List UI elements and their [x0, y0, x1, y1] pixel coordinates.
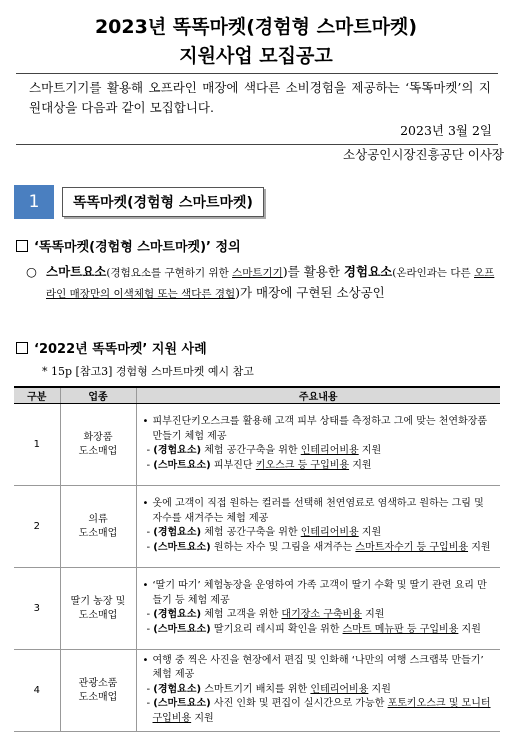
smart-suffix: 지원 [349, 459, 372, 471]
experience-label: (경험요소) [153, 609, 202, 620]
experience-text: 체험 공간구축을 위한 [201, 445, 301, 456]
bullet-dot-icon: • [142, 498, 149, 509]
smart-text: 딸기요리 레시피 확인을 위한 [210, 623, 343, 635]
case-description: ‘딸기 따기’ 체험농장을 운영하여 가족 고객이 딸기 수확 및 딸기 관련 요리 만들기 등 체험 제공 [152, 580, 487, 606]
industry-line1: 의류 [88, 513, 108, 525]
experience-cost: 대기장소 구축비용 [281, 609, 362, 620]
smart-text: 원하는 자수 및 그림을 새겨주는 [210, 541, 356, 553]
smart-line: - (스마트요소) 피부진단 키오스크 등 구입비용 지원 [146, 459, 372, 471]
experience-line: - (경험요소) 스마트기기 배치를 위한 인테리어비용 지원 [146, 683, 391, 695]
smart-cost: 포토키오스크 및 모니터 구입비용 [152, 698, 491, 724]
def-part1: 스마트요소 [46, 264, 107, 279]
section-number: 1 [14, 185, 54, 219]
industry-line1: 관광소품 [78, 677, 118, 689]
column-header: 주요내용 [136, 387, 500, 404]
section-header [14, 185, 264, 219]
experience-label: (경험요소) [153, 445, 202, 456]
industry-line2: 도소매업 [78, 609, 118, 621]
industry-line1: 딸기 농장 및 [70, 595, 126, 607]
table-row [14, 650, 500, 732]
smart-suffix: 지원 [468, 541, 491, 553]
industry-cell [60, 650, 136, 732]
experience-label: (경험요소) [153, 527, 202, 538]
content-cell [136, 486, 500, 568]
circle-bullet-icon: ○ [26, 264, 37, 279]
experience-suffix: 지원 [358, 527, 382, 538]
smart-text: 사진 인화 및 편집이 실시간으로 가능한 [210, 698, 388, 710]
table-row [14, 486, 500, 568]
smart-suffix: 지원 [458, 623, 481, 635]
column-header: 구분 [14, 387, 60, 404]
content-cell [136, 404, 500, 486]
smart-cost: 키오스크 등 구입비용 [255, 459, 350, 471]
def-part5: 경험요소 [343, 264, 393, 279]
intro-text: 스마트기기를 활용해 오프라인 매장에 색다른 소비경험을 제공하는 ‘똑똑마켓’의 지원대상을 다음과 같이 모집합니다. [29, 80, 491, 115]
row-number: 2 [14, 486, 60, 568]
def-part6: (온라인과는 다른 [392, 267, 475, 279]
experience-cost: 인테리어비용 [300, 527, 359, 538]
def-part4: )를 활용한 [282, 264, 344, 279]
cases-heading-text: ‘2022년 똑똑마켓’ 지원 사례 [34, 342, 207, 357]
table-row [14, 568, 500, 650]
case-description: 옷에 고객이 직접 원하는 컬러를 선택해 천연염료로 염색하고 원하는 그림 및 자수를 새겨주는 체험 제공 [152, 498, 484, 524]
experience-line: - (경험요소) 체험 고객을 위한 대기장소 구축비용 지원 [146, 609, 385, 620]
smart-cost: 스마트 메뉴판 등 구입비용 [342, 623, 459, 635]
experience-suffix: 지원 [358, 445, 382, 456]
definition-heading [16, 236, 241, 255]
smart-line: - (스마트요소) 딸기요리 레시피 확인을 위한 스마트 메뉴판 등 구입비용 지원 [146, 623, 481, 635]
experience-cost: 인테리어비용 [310, 683, 369, 695]
experience-cost: 인테리어비용 [300, 445, 359, 456]
experience-line: - (경험요소) 체험 공간구축을 위한 인테리어비용 지원 [146, 527, 382, 538]
def-part3: 스마트기기 [232, 267, 283, 279]
smart-label: (스마트요소) [153, 698, 211, 710]
smart-text: 피부진단 [210, 459, 256, 471]
industry-cell [60, 486, 136, 568]
smart-label: (스마트요소) [153, 459, 211, 471]
definition-heading-text: ‘똑똑마켓(경험형 스마트마켓)’ 정의 [34, 240, 241, 255]
announcement-date: 2023년 3월 2일 [400, 123, 492, 138]
experience-text: 스마트기기 배치를 위한 [201, 683, 311, 695]
reference-note: * 15p [참고3] 경험형 스마트마켓 예시 참고 [42, 365, 254, 378]
section-title: 똑똑마켓(경험형 스마트마켓) [62, 187, 264, 217]
smart-cost: 스마트자수기 등 구입비용 [355, 541, 469, 553]
industry-line2: 도소매업 [78, 527, 118, 539]
definition-bullet [26, 262, 500, 304]
cases-heading [16, 338, 207, 357]
smart-line: - (스마트요소) 사진 인화 및 편집이 실시간으로 가능한 포토키오스크 및 모니터 구입비용 지원 [146, 698, 491, 724]
row-number: 4 [14, 650, 60, 732]
experience-suffix: 지원 [361, 609, 385, 620]
smart-label: (스마트요소) [153, 541, 211, 553]
experience-suffix: 지원 [368, 683, 391, 695]
experience-text: 체험 고객을 위한 [201, 609, 282, 620]
content-cell [136, 568, 500, 650]
experience-text: 체험 공간구축을 위한 [201, 527, 301, 538]
table-row [14, 404, 500, 486]
column-header: 업종 [60, 387, 136, 404]
def-part8: )가 매장에 구현된 소상공인 [235, 285, 385, 300]
smart-label: (스마트요소) [153, 623, 211, 635]
page-title-line1: 2023년 똑똑마켓(경험형 스마트마켓) [94, 16, 418, 38]
industry-line2: 도소매업 [78, 445, 118, 457]
smart-line: - (스마트요소) 원하는 자수 및 그림을 새겨주는 스마트자수기 등 구입비용 지원 [146, 541, 491, 553]
industry-cell [60, 404, 136, 486]
case-description: 피부진단키오스크를 활용해 고객 피부 상태를 측정하고 그에 맞는 천연화장품 만들기 체험 제공 [152, 416, 488, 442]
experience-line: - (경험요소) 체험 공간구축을 위한 인테리어비용 지원 [146, 445, 382, 456]
issuing-organization: 소상공인시장진흥공단 이사장 [343, 147, 504, 162]
experience-label: (경험요소) [153, 683, 202, 695]
bullet-dot-icon: • [142, 416, 149, 427]
industry-line2: 도소매업 [78, 691, 118, 703]
row-number: 1 [14, 404, 60, 486]
bullet-dot-icon: • [142, 654, 149, 666]
def-part2: (경험요소를 구현하기 위한 [106, 267, 233, 279]
page-title-line2: 지원사업 모집공고 [179, 45, 333, 67]
def-part7: 오프라인 매장만의 이색체험 또는 색다른 경험 [46, 267, 495, 300]
smart-suffix: 지원 [191, 712, 214, 724]
intro-box [16, 73, 498, 145]
checkbox-square-icon [16, 240, 28, 252]
support-cases-table [14, 386, 500, 732]
content-cell [136, 650, 500, 732]
checkbox-square-icon [16, 342, 28, 354]
bullet-dot-icon: • [142, 580, 149, 591]
industry-cell [60, 568, 136, 650]
case-description: 여행 중 찍은 사진을 현장에서 편집 및 인화해 ‘나만의 여행 스크랩북 만들기’ 체험 제공 [152, 654, 484, 681]
table-header-row [14, 387, 500, 404]
industry-line1: 화장품 [83, 431, 113, 443]
row-number: 3 [14, 568, 60, 650]
